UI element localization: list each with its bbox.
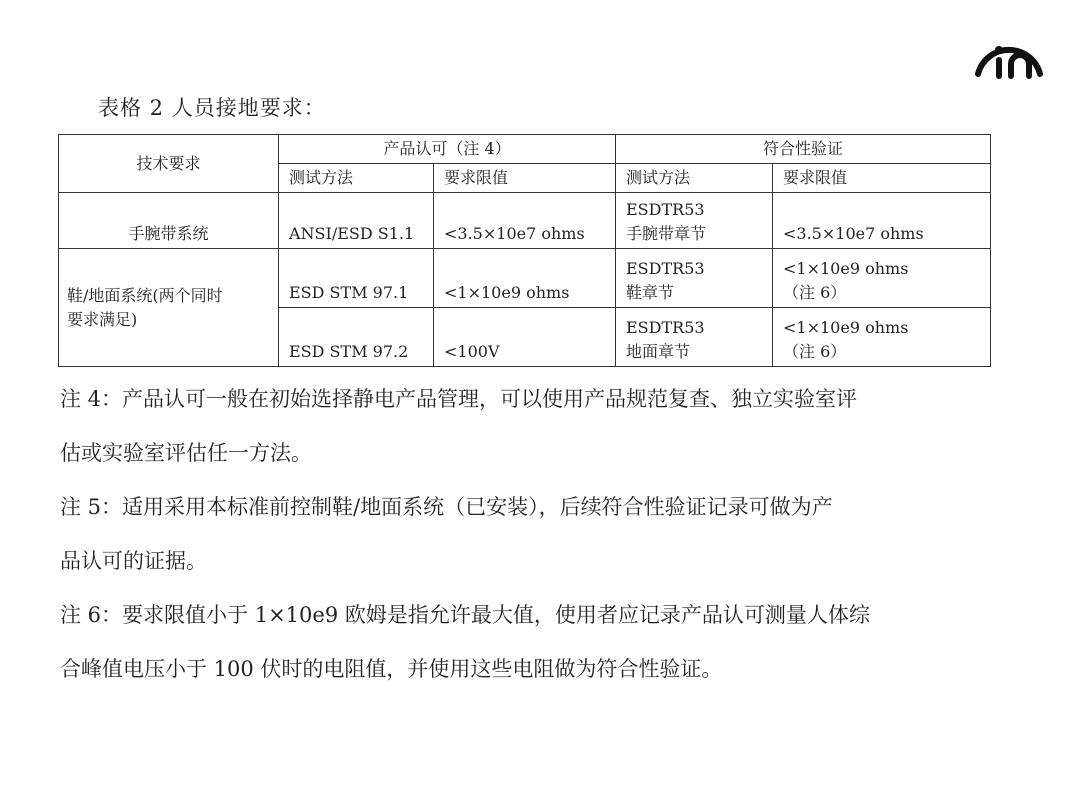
header-compliance: 符合性验证 (616, 135, 991, 164)
grounding-requirements-table (58, 134, 991, 367)
header-cv-limit: 要求限值 (773, 164, 991, 193)
cv-method-line: ESDTR53 (626, 259, 705, 278)
row-footwear-pa-method: ESD STM 97.1 (279, 249, 434, 308)
in-logo-icon (968, 22, 1050, 84)
row-wrist-strap-name: 手腕带系统 (59, 193, 279, 249)
notes-section (60, 372, 1020, 696)
header-cv-test-method: 测试方法 (616, 164, 773, 193)
cv-method-line: 鞋章节 (626, 283, 675, 302)
row-footwear-cv-limit (773, 249, 991, 308)
row-name-line: 鞋/地面系统(两个同时 (67, 285, 223, 305)
row-floor-pa-method: ESD STM 97.2 (279, 308, 434, 367)
row-floor-cv-limit (773, 308, 991, 367)
note-6-line-2: 合峰值电压小于 100 伏时的电阻值，并使用这些电阻做为符合性验证。 (60, 657, 723, 681)
row-wrist-strap-pa-method: ANSI/ESD S1.1 (279, 193, 434, 249)
note-6-line-1: 注 6：要求限值小于 1×10e9 欧姆是指允许最大值，使用者应记录产品认可测量人体综 (60, 603, 870, 627)
row-wrist-strap-pa-limit: <3.5×10e7 ohms (434, 193, 616, 249)
note-4-line-2: 估或实验室评估任一方法。 (60, 441, 312, 465)
header-tech-req: 技术要求 (59, 135, 279, 193)
row-wrist-strap-cv-limit: <3.5×10e7 ohms (773, 193, 991, 249)
cv-method-line: 地面章节 (626, 342, 691, 361)
cv-method-line: 手腕带章节 (626, 224, 707, 243)
table-caption: 表格 2 人员接地要求： (98, 96, 326, 120)
note-5-line-2: 品认可的证据。 (60, 549, 207, 573)
row-name-line: 要求满足) (67, 309, 138, 329)
cv-method-line: ESDTR53 (626, 318, 705, 337)
row-floor-pa-limit: <100V (434, 308, 616, 367)
row-footwear-pa-limit: <1×10e9 ohms (434, 249, 616, 308)
note-4-line-1: 注 4：产品认可一般在初始选择静电产品管理，可以使用产品规范复查、独立实验室评 (60, 387, 858, 411)
cv-limit-line: （注 6） (783, 283, 847, 302)
cv-limit-line: （注 6） (783, 342, 847, 361)
row-footwear-cv-method (616, 249, 773, 308)
cv-limit-line: <1×10e9 ohms (783, 259, 909, 278)
cv-method-line: ESDTR53 (626, 200, 705, 219)
row-wrist-strap-cv-method (616, 193, 773, 249)
row-floor-cv-method (616, 308, 773, 367)
header-product-approval: 产品认可（注 4） (279, 135, 616, 164)
cv-limit-line: <1×10e9 ohms (783, 318, 909, 337)
header-pa-test-method: 测试方法 (279, 164, 434, 193)
note-5-line-1: 注 5：适用采用本标准前控制鞋/地面系统（已安装），后续符合性验证记录可做为产 (60, 495, 833, 519)
header-pa-limit: 要求限值 (434, 164, 616, 193)
row-footwear-floor-name (59, 249, 279, 367)
